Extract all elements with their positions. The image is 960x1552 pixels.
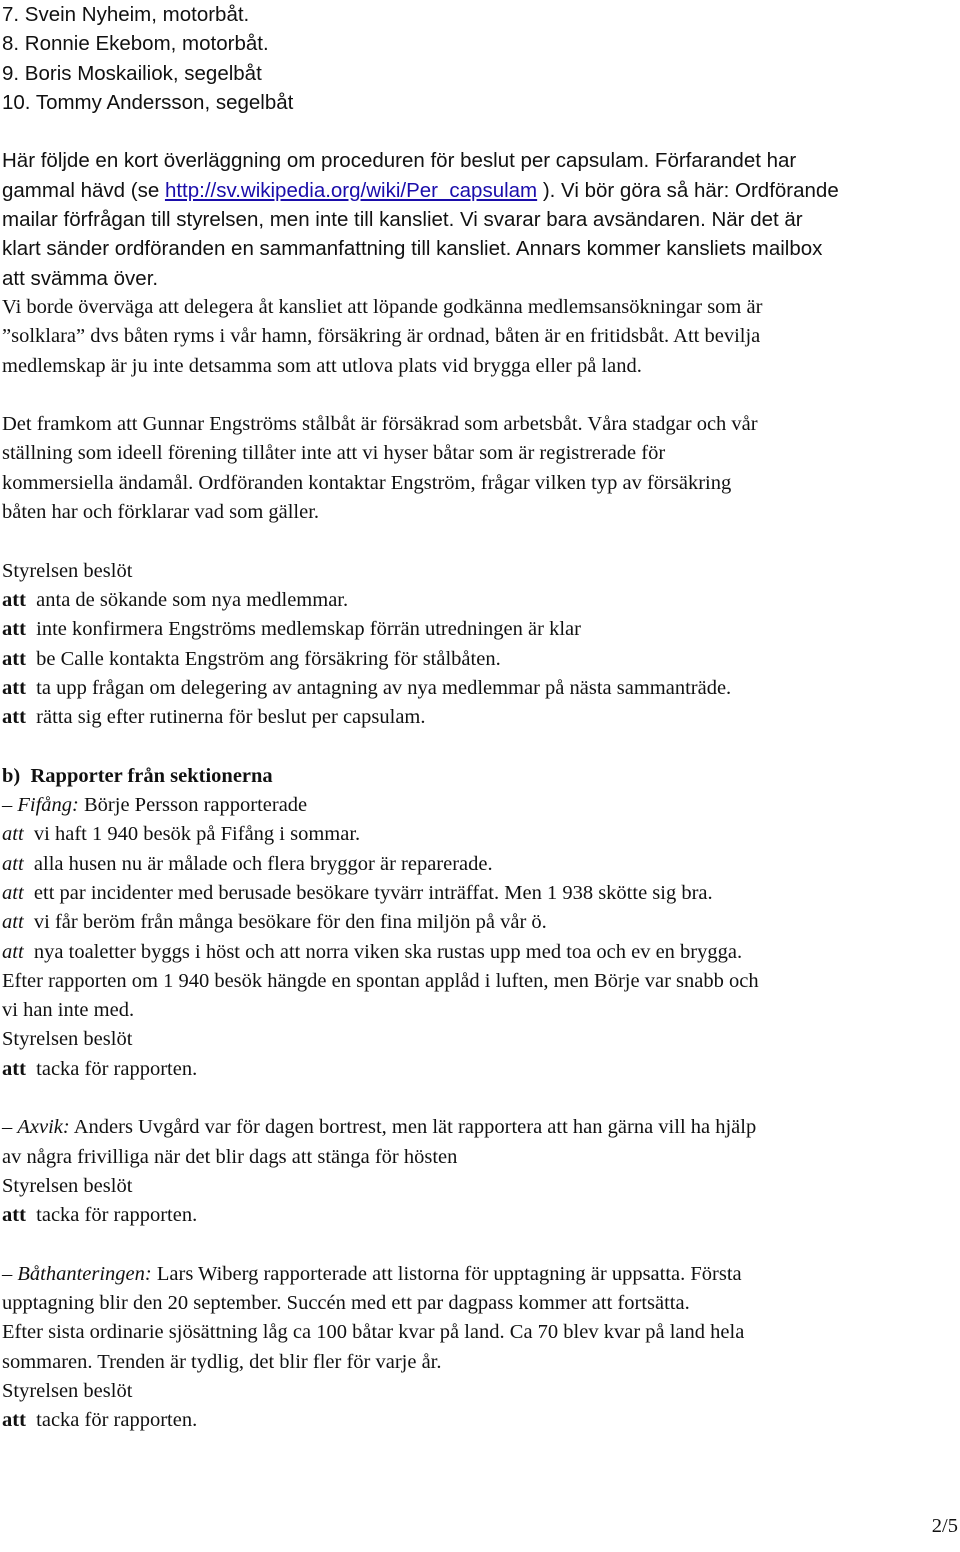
text-line: sommaren. Trenden är tydlig, det blir fler för varje år. — [2, 1350, 442, 1373]
text-line: att svämma över. — [2, 266, 159, 290]
reporter: Börje Persson rapporterade — [84, 794, 308, 817]
list-item: 7. Svein Nyheim, motorbåt. — [2, 3, 250, 26]
att-keyword: att — [2, 881, 24, 904]
decision-item — [2, 674, 952, 703]
section-title: Rapporter från sektionerna — [30, 764, 273, 787]
text-line: Vi borde överväga att delegera åt kansliet att löpande godkänna medlemsansökningar som är — [2, 295, 763, 318]
decision-text: ta upp frågan om delegering av antagning av nya medlemmar på nästa sammanträde. — [36, 676, 732, 699]
text-line: kommersiella ändamål. Ordföranden kontaktar Engström, frågar vilken typ av försäkring — [2, 471, 732, 494]
text-line: Efter rapporten om 1 940 besök hängde en spontan applåd i luften, men Börje var snabb och — [2, 969, 759, 992]
report-text: Lars Wiberg rapporterade att listorna för upptagning är uppsatta. Första — [156, 1262, 742, 1285]
dash: – — [2, 1262, 13, 1285]
dash: – — [2, 794, 13, 817]
decision-item — [2, 586, 952, 615]
report-item — [2, 820, 952, 849]
att-keyword: att — [2, 911, 24, 934]
page-number: 2/5 — [931, 1515, 958, 1537]
section-heading — [2, 762, 952, 791]
decision-heading: Styrelsen beslöt — [2, 1379, 133, 1402]
list-item: 9. Boris Moskailiok, segelbåt — [2, 61, 262, 85]
report-item — [2, 879, 952, 908]
dash: – — [2, 1116, 13, 1139]
att-keyword: att — [2, 940, 24, 963]
text-fragment: gammal hävd (se — [2, 178, 165, 202]
report-text: Anders Uvgård var för dagen bortrest, men lät rapportera att han gärna vill ha hjälp — [73, 1116, 757, 1139]
text-line: klart sänder ordföranden en sammanfattning till kansliet. Annars kommer kansliets mailbox — [2, 237, 823, 261]
report-text: vi haft 1 940 besök på Fifång i sommar. — [33, 823, 361, 846]
section-name: Båthanteringen: — [17, 1262, 152, 1285]
decision-text: tacka för rapporten. — [36, 1057, 198, 1080]
decision-item — [2, 703, 952, 732]
text-line: Det framkom att Gunnar Engströms stålbåt är försäkrad som arbetsbåt. Våra stadgar och vår — [2, 413, 758, 436]
decision-heading: Styrelsen beslöt — [2, 1174, 133, 1197]
section-name: Axvik: — [17, 1116, 70, 1139]
att-keyword: att — [2, 1057, 26, 1080]
decision-block — [2, 557, 952, 733]
text-line: medlemskap är ju inte detsamma som att utlova plats vid brygga eller på land. — [2, 354, 642, 377]
decision-item — [2, 645, 952, 674]
decision-text: tacka för rapporten. — [36, 1409, 198, 1432]
section-name: Fifång: — [17, 794, 79, 817]
text-line: mailar förfrågan till styrelsen, men inte till kansliet. Vi svarar bara avsändaren. När det är — [2, 208, 803, 232]
att-keyword: att — [2, 1204, 26, 1227]
axvik-report — [2, 1113, 952, 1230]
text-line: Här följde en kort överläggning om proceduren för beslut per capsulam. Förfarandet har — [2, 149, 797, 173]
delegation-paragraph — [2, 293, 952, 381]
report-item — [2, 908, 952, 937]
text-fragment: ). Vi bör göra så här: Ordförande — [537, 178, 839, 202]
report-text: ett par incidenter med berusade besökare tyvärr inträffat. Men 1 938 skötte sig bra. — [33, 881, 713, 904]
list-item: 8. Ronnie Ekebom, motorbåt. — [2, 32, 269, 56]
att-keyword: att — [2, 1409, 26, 1432]
text-line: upptagning blir den 20 september. Succén med ett par dagpass kommer att fortsätta. — [2, 1292, 690, 1315]
report-text: alla husen nu är målade och flera bryggor är reparerade. — [33, 852, 493, 875]
steelboat-paragraph — [2, 410, 952, 527]
decision-heading: Styrelsen beslöt — [2, 1028, 133, 1051]
text-line: av några frivilliga när det blir dags att stänga för hösten — [2, 1145, 458, 1168]
bathantering-report — [2, 1260, 952, 1436]
decision-text: anta de sökande som nya medlemmar. — [36, 588, 349, 611]
capsulam-paragraph — [2, 146, 952, 292]
text-line: Efter sista ordinarie sjösättning låg ca 100 båtar kvar på land. Ca 70 blev kvar på land hela — [2, 1321, 745, 1344]
att-keyword: att — [2, 676, 26, 699]
list-item: 10. Tommy Andersson, segelbåt — [2, 90, 294, 114]
decision-item — [2, 615, 952, 644]
decision-text: inte konfirmera Engströms medlemskap förrän utredningen är klar — [36, 618, 581, 641]
decision-text: tacka för rapporten. — [36, 1204, 198, 1227]
att-keyword: att — [2, 618, 26, 641]
report-text: vi får beröm från många besökare för den fina miljön på vår ö. — [33, 911, 547, 934]
report-heading — [2, 791, 952, 820]
decision-item — [2, 1406, 952, 1435]
text-line — [2, 176, 952, 205]
att-keyword: att — [2, 823, 24, 846]
text-line: ställning som ideell förening tillåter inte att vi hyser båtar som är registrerade för — [2, 442, 666, 465]
report-heading — [2, 1113, 952, 1142]
att-keyword: att — [2, 588, 26, 611]
wikipedia-link[interactable]: http://sv.wikipedia.org/wiki/Per_capsulam — [164, 178, 538, 202]
decision-item — [2, 1201, 952, 1230]
att-keyword: att — [2, 852, 24, 875]
report-heading — [2, 1260, 952, 1289]
text-line: vi han inte med. — [2, 999, 135, 1022]
section-label: b) — [2, 764, 21, 787]
report-item — [2, 850, 952, 879]
att-keyword: att — [2, 647, 26, 670]
fifang-report — [2, 791, 952, 1084]
text-line: ”solklara” dvs båten ryms i vår hamn, försäkring är ordnad, båten är en fritidsbåt. Att bevilja — [2, 325, 761, 348]
decision-item — [2, 1055, 952, 1084]
decision-heading: Styrelsen beslöt — [2, 559, 133, 582]
decision-text: rätta sig efter rutinerna för beslut per capsulam. — [36, 706, 426, 729]
att-keyword: att — [2, 706, 26, 729]
report-item — [2, 938, 952, 967]
decision-text: be Calle kontakta Engström ang försäkring för stålbåten. — [36, 647, 501, 670]
member-list — [2, 0, 952, 117]
report-text: nya toaletter byggs i höst och att norra viken ska rustas upp med toa och ev en brygga. — [33, 940, 743, 963]
document-page — [2, 0, 952, 1436]
text-line: båten har och förklarar vad som gäller. — [2, 501, 320, 524]
